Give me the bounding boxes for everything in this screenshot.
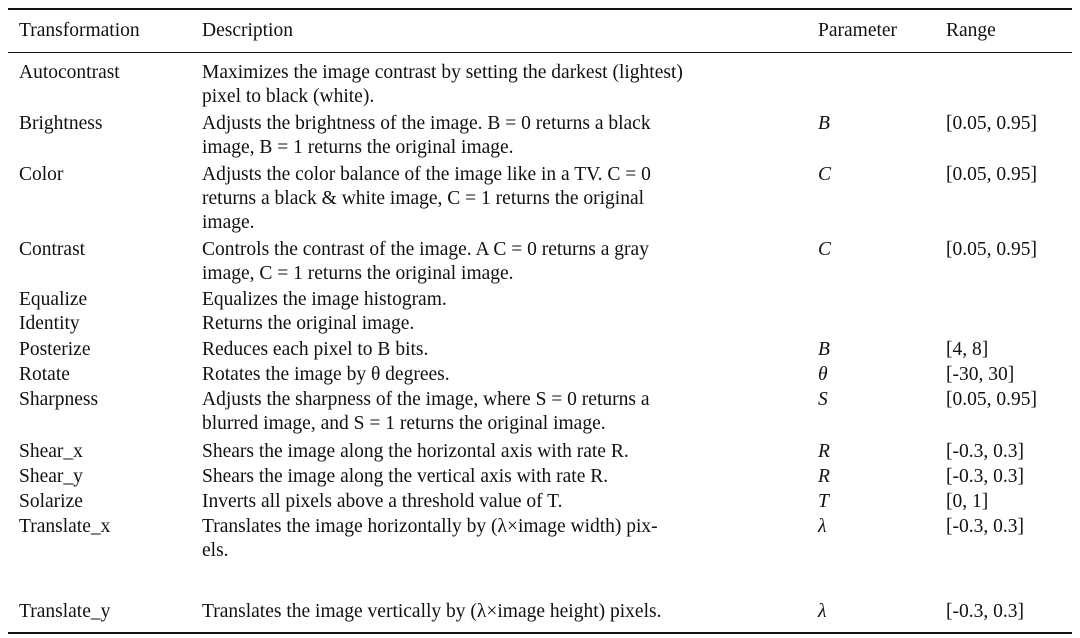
transformation-name: Posterize [19,339,91,360]
table-bottom-rule [8,632,1072,634]
transformation-name: Shear_x [19,441,83,462]
transformation-name: Rotate [19,364,70,385]
description-line: Shears the image along the vertical axis with rate R. [202,466,609,487]
transformation-name: Brightness [19,113,103,134]
header-transformation: Transformation [19,20,140,41]
description-line: Rotates the image by θ degrees. [202,364,450,385]
description-line: Translates the image vertically by (λ×image height) pixels. [202,601,662,622]
description-line: image. [202,212,255,233]
description-line: Inverts all pixels above a threshold value of T. [202,491,563,512]
description-line: els. [202,540,229,561]
parameter-symbol: λ [818,516,827,537]
description-line: Reduces each pixel to B bits. [202,339,429,360]
parameter-symbol: S [818,389,828,410]
header-parameter: Parameter [818,20,898,41]
transformation-name: Contrast [19,239,86,260]
description-line: returns a black & white image, C = 1 returns the original [202,188,645,209]
parameter-range: [0, 1] [946,491,989,512]
transformation-name: Autocontrast [19,62,120,83]
description-line: Adjusts the sharpness of the image, where S = 0 returns a [202,389,650,410]
parameter-symbol: C [818,164,832,185]
description-line: blurred image, and S = 1 returns the original image. [202,413,606,434]
description-line: Shears the image along the horizontal axis with rate R. [202,441,629,462]
transformation-name: Equalize [19,289,88,310]
parameter-symbol: B [818,113,830,134]
transformation-name: Identity [19,313,80,334]
transformation-name: Translate_x [19,516,111,537]
header-range: Range [946,20,996,41]
description-line: Adjusts the color balance of the image like in a TV. C = 0 [202,164,651,185]
transformation-name: Color [19,164,64,185]
parameter-range: [0.05, 0.95] [946,239,1037,260]
parameter-range: [0.05, 0.95] [946,389,1037,410]
description-line: Maximizes the image contrast by setting the darkest (lightest) [202,62,683,83]
parameter-range: [-0.3, 0.3] [946,466,1024,487]
transformation-name: Shear_y [19,466,83,487]
parameter-range: [-30, 30] [946,364,1015,385]
table-top-rule [8,8,1072,10]
transformation-name: Translate_y [19,601,111,622]
table-header-rule [8,52,1072,53]
description-line: Translates the image horizontally by (λ×image width) pix- [202,516,658,537]
transformation-name: Sharpness [19,389,99,410]
description-line: image, B = 1 returns the original image. [202,137,514,158]
description-line: Returns the original image. [202,313,415,334]
parameter-symbol: B [818,339,830,360]
parameter-range: [0.05, 0.95] [946,113,1037,134]
parameter-range: [-0.3, 0.3] [946,441,1024,462]
description-line: Equalizes the image histogram. [202,289,447,310]
transformation-name: Solarize [19,491,83,512]
parameter-symbol: R [818,466,830,487]
parameter-symbol: T [818,491,829,512]
parameter-symbol: θ [818,364,828,385]
parameter-range: [0.05, 0.95] [946,164,1037,185]
parameter-symbol: C [818,239,832,260]
description-line: pixel to black (white). [202,86,375,107]
parameter-symbol: R [818,441,830,462]
parameter-symbol: λ [818,601,827,622]
description-line: image, C = 1 returns the original image. [202,263,514,284]
parameter-range: [4, 8] [946,339,989,360]
parameter-range: [-0.3, 0.3] [946,601,1024,622]
header-description: Description [202,20,293,41]
augmentation-table [8,8,1072,634]
description-line: Adjusts the brightness of the image. B = 0 returns a black [202,113,651,134]
description-line: Controls the contrast of the image. A C = 0 returns a gray [202,239,649,260]
parameter-range: [-0.3, 0.3] [946,516,1024,537]
